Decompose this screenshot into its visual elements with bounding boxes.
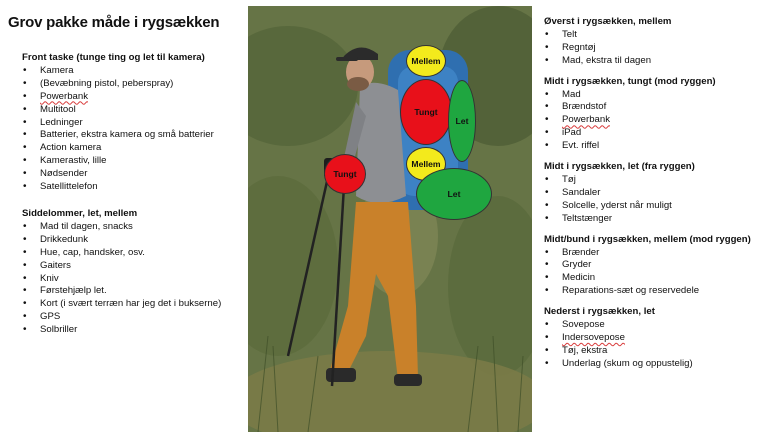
list-item [544,332,764,345]
section-heading: Midt/bund i rygsækken, mellem (mod ryggen) [544,233,751,245]
list-item: • Reparations-sæt og reservedele [544,285,764,298]
list-item: • Multitool [22,104,247,117]
list-item [544,114,764,127]
list-item: • Telt [544,29,764,42]
list-item: • Batterier, ekstra kamera og små batterier [22,129,247,142]
list-item: • Solbriller [22,324,247,337]
item-list [544,29,764,68]
section-heading: Øverst i rygsækken, mellem [544,16,672,27]
list-item: • Nødsender [22,168,247,181]
section-middle-bottom-medium [544,234,764,299]
list-item: • (Bevæbning pistol, peberspray) [22,78,247,91]
list-item: • Teltstænger [544,213,764,226]
list-item: • Kniv [22,273,247,286]
item-list [544,174,764,226]
list-item: • Sandaler [544,187,764,200]
list-item: • Brændstof [544,101,764,114]
section-siddelommer [22,208,247,337]
list-item: • Mad [544,89,764,102]
item-list [22,221,247,337]
zone-front-heavy: Tungt [324,154,366,194]
list-item: • Evt. riffel [544,140,764,153]
list-item: • Kamerastiv, lille [22,155,247,168]
section-middle-heavy [544,76,764,153]
photo-illustration [248,6,532,432]
list-item [22,91,247,104]
list-item: • Medicin [544,272,764,285]
hiker-photo [248,6,532,432]
zone-mid-medium: Mellem [406,147,446,181]
zone-top-medium: Mellem [406,45,446,77]
section-front-taske [22,52,247,194]
list-item: • Mad, ekstra til dagen [544,55,764,68]
section-heading: Siddelommer, let, mellem [22,207,138,219]
section-heading: Front taske (tunge ting og let til kamera) [22,52,205,63]
zone-bottom-light: Let [416,168,492,220]
item-list [22,65,247,194]
list-item: • Action kamera [22,142,247,155]
section-heading: Nederst i rygsækken, let [544,306,655,318]
list-item: • Regntøj [544,42,764,55]
list-item-text: Powerbank [562,114,610,126]
section-heading: Midt i rygsækken, let (fra ryggen) [544,161,695,173]
list-item: • Mad til dagen, snacks [22,221,247,234]
list-item: • Brænder [544,247,764,260]
list-item-text: Powerbank [40,90,88,102]
item-list [544,89,764,154]
section-bottom-light [544,306,764,371]
list-item: • Sovepose [544,319,764,332]
zone-side-light: Let [448,80,476,162]
list-item: • Solcelle, yderst når muligt [544,200,764,213]
list-item: • GPS [22,311,247,324]
list-item: • Ledninger [22,117,247,130]
list-item: • Tøj [544,174,764,187]
section-heading: Midt i rygsækken, tungt (mod ryggen) [544,75,716,87]
item-list [544,247,764,299]
list-item: • Hue, cap, handsker, osv. [22,247,247,260]
list-item: • Gaiters [22,260,247,273]
list-item: • iPad [544,127,764,140]
list-item: • Kamera [22,65,247,78]
list-item-text: Indersovepose [562,331,625,343]
list-item: • Satellittelefon [22,181,247,194]
list-item: • Kort (i svært terræn har jeg det i bukserne) [22,298,247,311]
list-item: • Underlag (skum og oppustelig) [544,358,764,371]
list-item: • Førstehjælp let. [22,285,247,298]
page-title: Grov pakke måde i rygsækken [8,14,220,31]
section-top-medium [544,16,764,68]
section-middle-light [544,161,764,226]
list-item: • Gryder [544,259,764,272]
list-item: • Drikkedunk [22,234,247,247]
right-column [544,16,764,371]
zone-center-heavy: Tungt [400,79,452,145]
left-column [22,52,247,337]
list-item: • Tøj, ekstra [544,345,764,358]
item-list [544,319,764,371]
